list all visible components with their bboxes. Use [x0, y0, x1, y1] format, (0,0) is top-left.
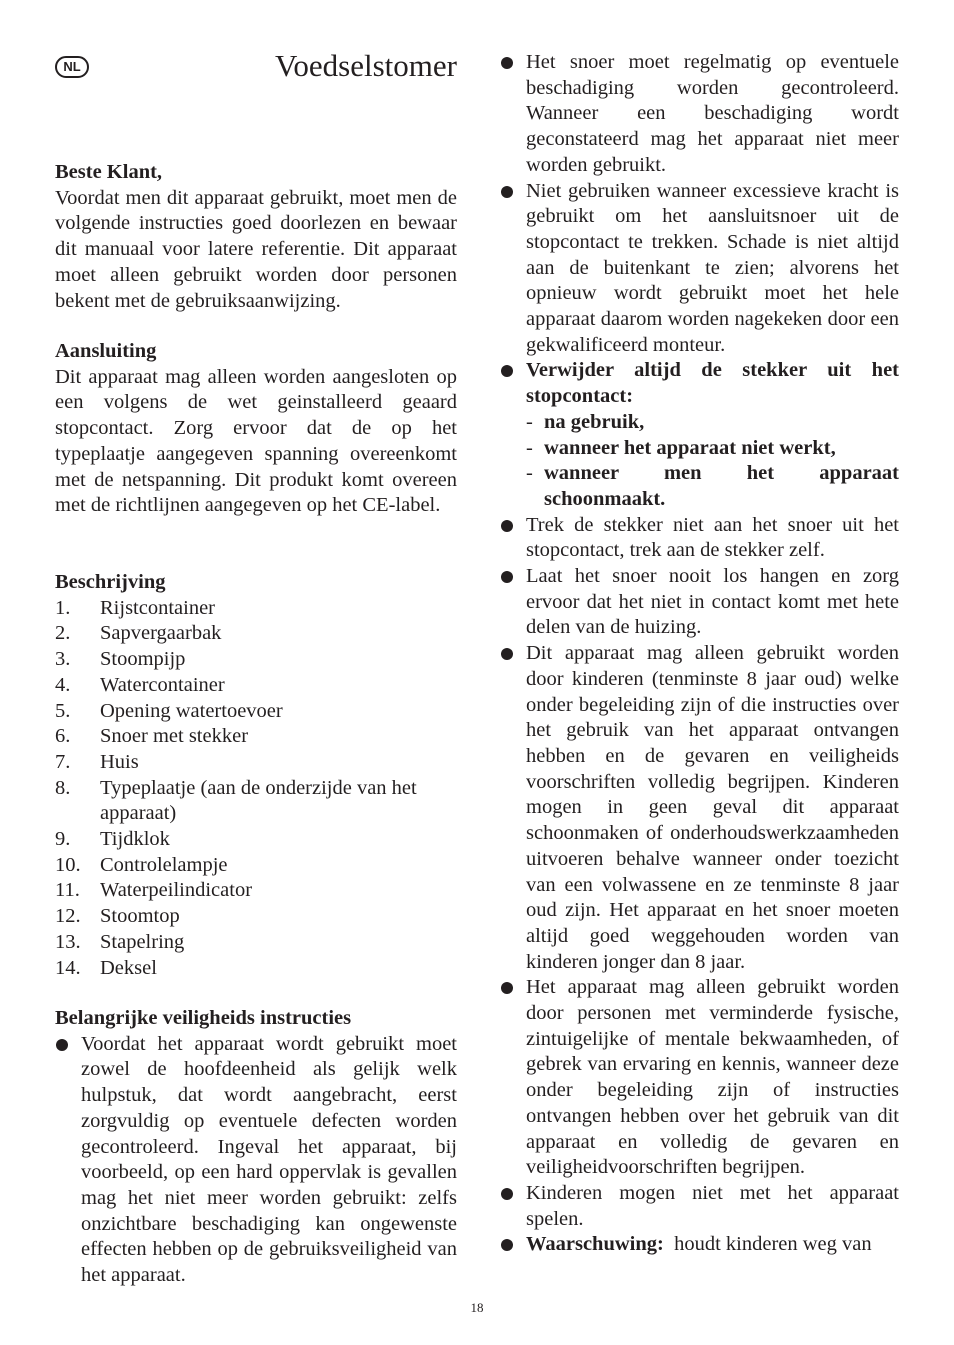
list-item-unplug	[500, 358, 899, 512]
item-label: Snoer met stekker	[100, 725, 249, 748]
list-item: Niet gebruiken wanneer excessieve kracht is gebruikt om het aansluitsnoer uit de stopcontact te trekken. Schade is niet altijd aan de buitenkant te zien; alvorens het opnieuw wordt gebruikt moet het hele apparaat daarom worden nagekeken door een gekwalificeerd monteur.	[500, 179, 899, 359]
list-item	[55, 596, 457, 622]
list-item	[55, 750, 457, 776]
item-label: Sapvergaarbak	[100, 622, 222, 645]
page-title: Voedselstomer	[275, 48, 457, 83]
item-number: 7.	[55, 750, 71, 773]
unplug-sublist	[526, 410, 899, 513]
safety-section	[55, 1006, 457, 1289]
item-label: Waterpeilindicator	[100, 879, 253, 902]
item-label: Stoomtop	[100, 905, 180, 928]
item-label: Stoompijp	[100, 648, 186, 671]
item-label: Huis	[100, 750, 139, 773]
list-item	[55, 724, 457, 750]
safety-continued	[500, 50, 899, 1258]
safety-list-left	[55, 1032, 457, 1289]
safety-heading: Belangrijke veiligheids instructies	[55, 1007, 352, 1029]
list-item: Trek de stekker niet aan het snoer uit het stopcontact, trek aan de stekker zelf.	[500, 513, 899, 564]
item-label: Controlelampje	[100, 853, 228, 876]
unplug-instruction: Verwijder altijd de stekker uit het stopcontact:	[526, 359, 899, 408]
sublist-item: - na gebruik,	[526, 410, 899, 436]
item-number: 2.	[55, 622, 71, 645]
intro-section	[55, 160, 457, 314]
item-label: Deksel	[100, 956, 157, 979]
intro-heading: Beste Klant,	[55, 161, 163, 183]
list-item	[55, 904, 457, 930]
item-label: Rijstcontainer	[100, 596, 216, 619]
item-label: Typeplaatje (aan de onderzijde van het apparaat)	[100, 776, 417, 825]
item-number: 1.	[55, 596, 71, 619]
list-item	[55, 621, 457, 647]
list-item	[55, 878, 457, 904]
item-label: Opening watertoevoer	[100, 699, 283, 722]
sublist-item: - wanneer het apparaat niet werkt,	[526, 436, 899, 462]
connection-text: Dit apparaat mag alleen worden aangesloten op een volgens de wet geinstalleerd geaard stopcontact. Zorg ervoor dat de op het typeplaatje aangegeven spanning overeenkomt met de netspanning. Dit produkt komt overeen met de richtlijnen aangegeven op het CE-label.	[55, 365, 457, 517]
list-item: Voordat het apparaat wordt gebruikt moet zowel de hoofdeenheid als gelijk welk hulpstuk, dat wordt aangebracht, eerst zorgvuldig op eventuele defecten worden gecontroleerd. Ingeval het apparaat, bij voorbeeld, op een hard oppervlak is gevallen mag het niet meer worden gebruikt: zelfs onzichtbare beschadiging kan ongewenste effecten hebben op de gebruiksveiligheid van het apparaat.	[55, 1032, 457, 1289]
list-item	[55, 956, 457, 982]
list-item	[55, 853, 457, 879]
item-number: 12.	[55, 905, 81, 928]
connection-heading: Aansluiting	[55, 340, 157, 362]
description-heading: Beschrijving	[55, 571, 166, 593]
safety-list-right	[500, 50, 899, 1258]
sublist-item: - wanneer men het apparaat schoonmaakt.	[526, 461, 899, 512]
item-number: 13.	[55, 930, 81, 953]
item-label: Watercontainer	[100, 673, 225, 696]
item-number: 14.	[55, 956, 81, 979]
item-label: Stapelring	[100, 930, 185, 953]
list-item	[55, 776, 457, 827]
list-item	[55, 699, 457, 725]
item-number: 4.	[55, 673, 71, 696]
item-label: Tijdklok	[100, 828, 170, 851]
item-number: 11.	[55, 879, 80, 902]
intro-text: Voordat men dit apparaat gebruikt, moet men de volgende instructies goed doorlezen en bewaar dit manuaal voor latere referentie. Dit apparaat moet alleen gebruikt worden door personen bekent met de gebruiksaanwijzing.	[55, 186, 457, 312]
item-number: 8.	[55, 776, 71, 799]
list-item: Het apparaat mag alleen gebruikt worden door personen met verminderde fysische, zintuigelijke of mentale bekwaamheden, of gebrek van ervaring en kennis, wanneer deze onder begeleiding zijn of instructies ontvangen hebben over het gebruik van dit apparaat en volledig de gevaren en veiligheidvoorschriften begrijpen.	[500, 975, 899, 1181]
item-number: 3.	[55, 648, 71, 671]
list-item: Dit apparaat mag alleen gebruikt worden door kinderen (tenminste 8 jaar oud) welke onder begeleiding zijn of die instructies over het gebruik van het apparaat ontvangen hebben en de gevaren en veiligheids voorschriften volledig begrijpen. Kinderen mogen in geen geval dit apparaat schoonmaken of onderhoudswerkzaamheden uitvoeren behalve wanneer onder toezicht van een volwassene en ze tenminste 8 jaar oud zijn. Het apparaat en het snoer moeten altijd goed weggehouden worden van kinderen jonger dan 8 jaar.	[500, 641, 899, 975]
list-item: Laat het snoer nooit los hangen en zorg ervoor dat het niet in contact komt met hete delen van de huizing.	[500, 564, 899, 641]
page-number: 18	[470, 1300, 484, 1315]
description-section	[55, 570, 457, 981]
language-badge: NL	[55, 56, 89, 78]
warning-text: houdt kinderen weg van	[674, 1233, 872, 1256]
list-item-warning	[500, 1232, 899, 1258]
item-number: 6.	[55, 725, 71, 748]
list-item	[55, 673, 457, 699]
item-number: 5.	[55, 699, 71, 722]
connection-section	[55, 339, 457, 519]
parts-list	[55, 596, 457, 982]
list-item	[55, 930, 457, 956]
list-item	[55, 827, 457, 853]
item-number: 10.	[55, 853, 81, 876]
item-number: 9.	[55, 828, 71, 851]
list-item: Het snoer moet regelmatig op eventuele beschadiging worden gecontroleerd. Wanneer een beschadiging wordt geconstateerd mag het apparaat niet meer worden gebruikt.	[500, 50, 899, 179]
list-item: Kinderen mogen niet met het apparaat spelen.	[500, 1181, 899, 1232]
list-item	[55, 647, 457, 673]
warning-label: Waarschuwing:	[526, 1233, 664, 1256]
